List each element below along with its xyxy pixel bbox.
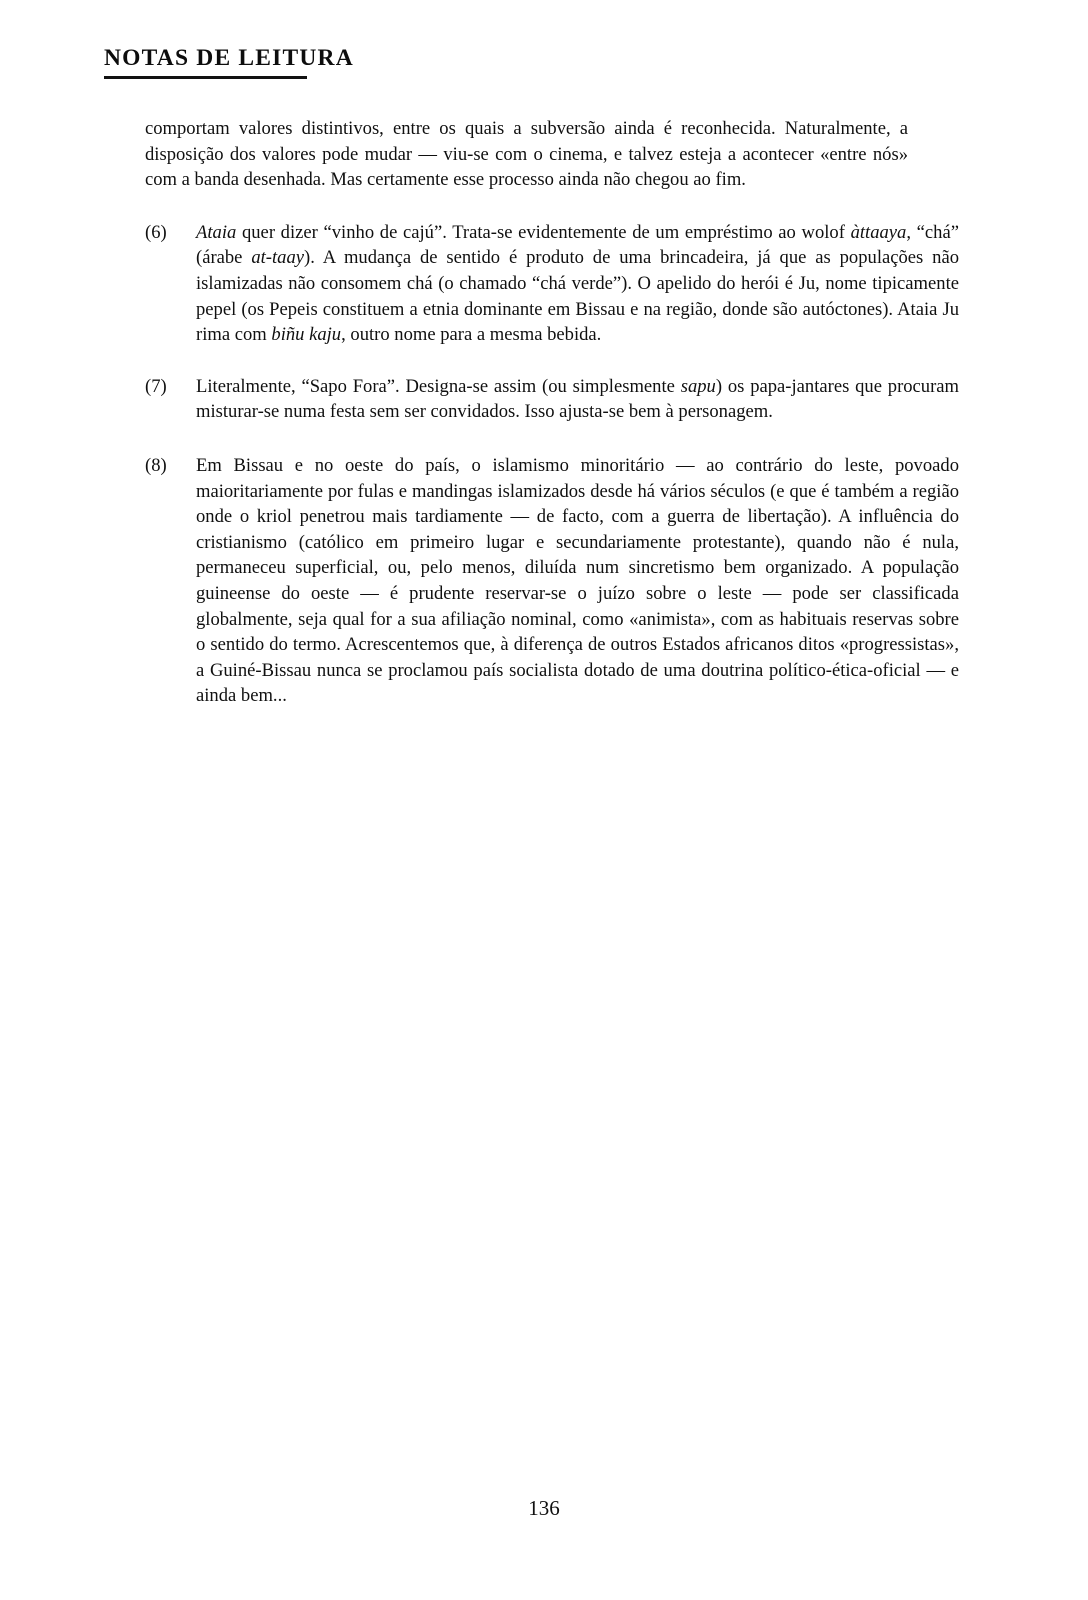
note-7-marker: (7) [145, 375, 167, 397]
note-6-marker: (6) [145, 221, 167, 243]
running-head [104, 46, 524, 79]
text-run: Literalmente, “Sapo Fora”. Designa-se assim (ou simplesmente [196, 375, 681, 397]
italic-term: at-taay [251, 247, 304, 269]
note-6 [145, 220, 959, 348]
text-run: , “chá” (árabe [196, 221, 959, 269]
running-head-title: NOTAS DE LEITURA [104, 45, 354, 71]
text-run: quer dizer “vinho de cajú”. Trata-se evidentemente de um empréstimo ao wolof [236, 221, 851, 243]
page-number: 136 [528, 1496, 560, 1520]
note-8 [145, 453, 959, 709]
note-8-marker: (8) [145, 454, 167, 476]
lead-paragraph: comportam valores distintivos, entre os quais a subversão ainda é reconhecida. Naturalmente, a disposição dos valores pode mudar — viu-se com o cinema, e talvez esteja a acontecer «entre nós» com a banda desenhada. Mas certamente esse processo ainda não chegou ao fim. [145, 118, 908, 191]
italic-term: sapu [680, 375, 716, 397]
text-run: , outro nome para a mesma bebida. [341, 324, 602, 346]
note-7 [145, 374, 959, 425]
note-8-text [196, 453, 959, 709]
italic-term: Ataia [196, 221, 237, 243]
body-text-column [145, 116, 959, 709]
running-head-rule [104, 76, 307, 79]
text-run: ) os papa-jantares que procuram misturar-se numa festa sem ser convidados. Isso ajusta-se bem à personagem. [196, 375, 960, 423]
text-run: Em Bissau e no oeste do país, o islamismo minoritário — ao contrário do leste, povoado maioritariamente por fulas e mandingas islamizados desde há vários séculos (e que é também a região onde o kriol penetrou mais tardiamente — de facto, com a guerra de libertação). A influência do cristianismo (católico em primeiro lugar e secundariamente protestante), quando não é nula, permaneceu superficial, ou, pelo menos, diluída num sincretismo bem organizado. A população guineense do oeste — é prudente reservar-se o juízo sobre o leste — pode ser classificada globalmente, seja qual for a sua afiliação nominal, como «animista», com as habituais reservas sobre o sentido do termo. Acrescentemos que, à diferença de outros Estados africanos ditos «progressistas», a Guiné-Bissau nunca se proclamou país socialista dotado de uma doutrina político-ética-oficial — e ainda bem... [196, 454, 959, 707]
text-run: ). A mudança de sentido é produto de uma brincadeira, já que as populações não islamizadas não consomem chá (o chamado “chá verde”). O apelido do herói é Ju, nome tipicamente pepel (os Pepeis constituem a etnia dominante em Bissau e na região, donde são autóctones). Ataia Ju rima com [196, 247, 959, 346]
italic-term: àttaaya [850, 221, 907, 243]
note-6-text [196, 220, 959, 348]
italic-term: biñu kaju [271, 324, 342, 346]
note-7-text [196, 374, 959, 425]
